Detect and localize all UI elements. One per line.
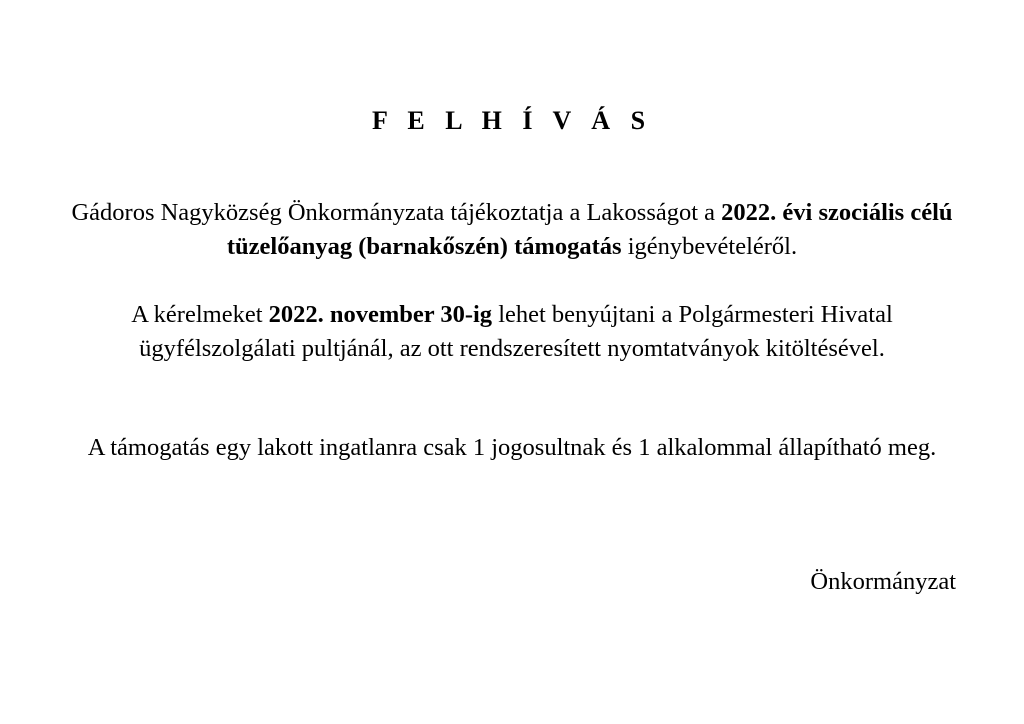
paragraph-text: A támogatás egy lakott ingatlanra csak 1 jogosultnak és 1 alkalommal állapítható meg.: [87, 434, 937, 461]
paragraph-text: igénybevételéről.: [621, 233, 798, 260]
eligibility-paragraph: [60, 431, 964, 465]
deadline-paragraph: [60, 298, 964, 366]
signature: [810, 565, 956, 599]
paragraph-text: Gádoros Nagyközség Önkormányzata tájékoztatja a Lakosságot a: [71, 199, 722, 226]
deadline-bold-text: 2022. november 30-ig: [268, 301, 493, 328]
announcement-paragraph: [60, 196, 964, 264]
paragraph-text: lehet benyújtani a Polgármesteri Hivatal ügyfélszolgálati pultjánál, az ott rendszeresített nyomtatványok kitöltésével.: [139, 301, 893, 362]
signature-text: Önkormányzat: [810, 568, 956, 595]
document-title: [0, 106, 1024, 136]
title-text: F E L H Í V Á S: [371, 106, 653, 135]
paragraph-bold-text: 2022. évi szociális célú tüzelőanyag (barnakőszén) támogatás: [226, 199, 953, 260]
paragraph-text: A kérelmeket: [131, 301, 269, 328]
